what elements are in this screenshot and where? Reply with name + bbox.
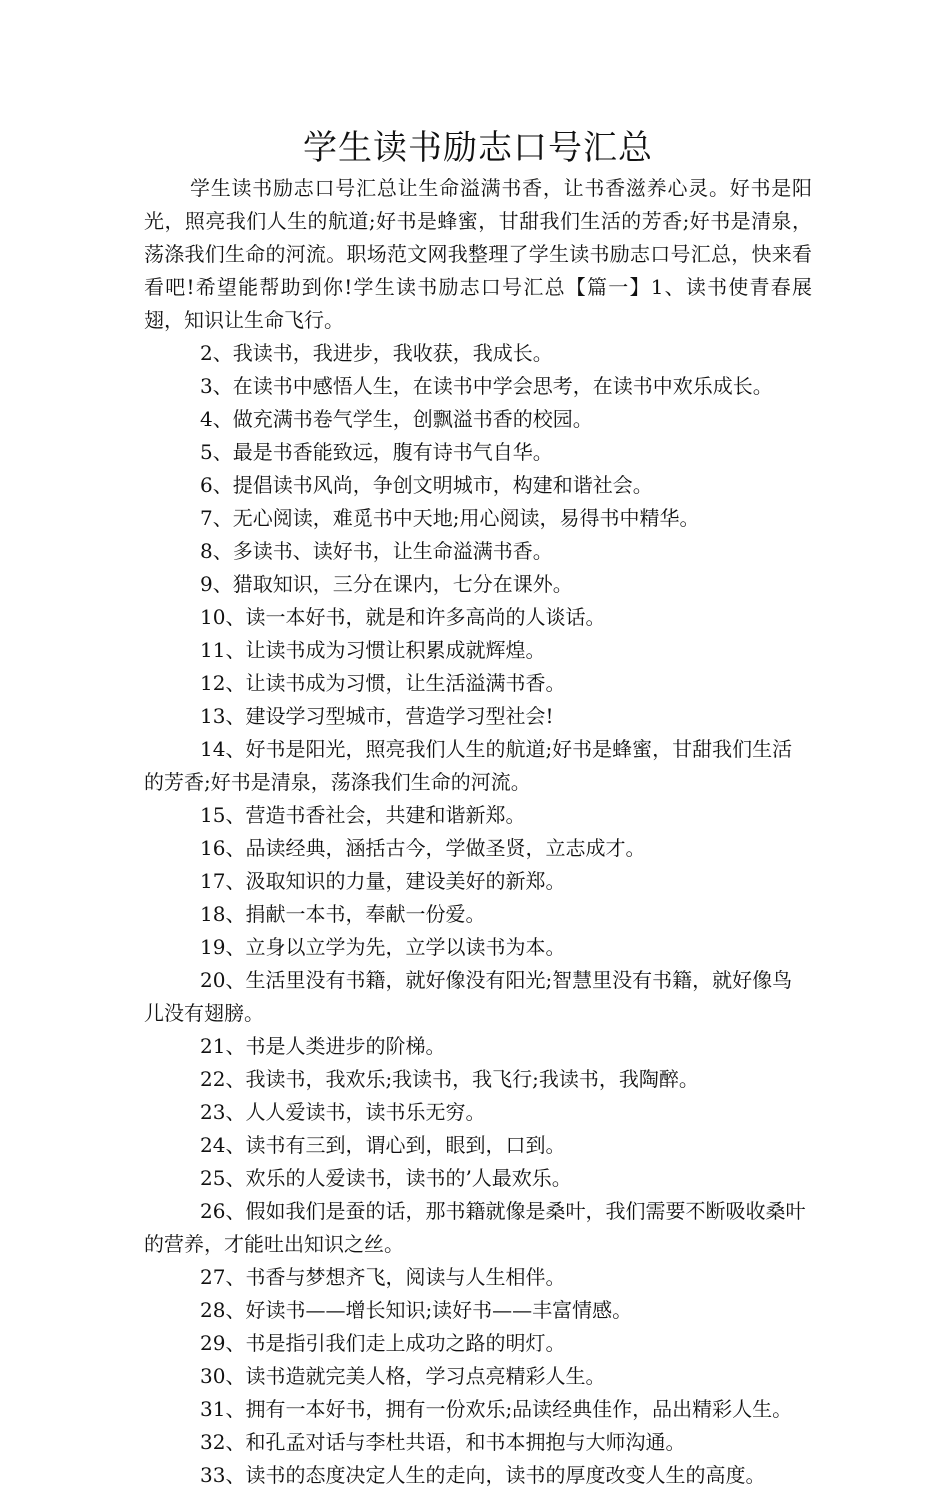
- slogan-item: 9、猎取知识，三分在课内，七分在课外。: [200, 572, 573, 596]
- slogan-item: 8、多读书、读好书，让生命溢满书香。: [200, 539, 553, 563]
- slogan-item: 12、让读书成为习惯，让生活溢满书香。: [200, 671, 566, 695]
- slogan-item: 3、在读书中感悟人生，在读书中学会思考，在读书中欢乐成长。: [200, 374, 773, 398]
- slogan-item: 13、建设学习型城市，营造学习型社会!: [200, 704, 554, 728]
- slogan-item: 22、我读书，我欢乐;我读书，我飞行;我读书，我陶醉。: [200, 1067, 699, 1091]
- slogan-item: 29、书是指引我们走上成功之路的明灯。: [200, 1331, 566, 1355]
- slogan-item: 15、营造书香社会，共建和谐新郑。: [200, 803, 526, 827]
- slogan-item: 5、最是书香能致远，腹有诗书气自华。: [200, 440, 553, 464]
- slogan-item: 16、品读经典，涵括古今，学做圣贤，立志成才。: [200, 836, 646, 860]
- slogan-item: 20、生活里没有书籍，就好像没有阳光;智慧里没有书籍，就好像鸟儿没有翅膀。: [144, 968, 793, 1025]
- slogan-item: 25、欢乐的人爱读书，读书的’人最欢乐。: [200, 1166, 572, 1190]
- slogan-item: 30、读书造就完美人格，学习点亮精彩人生。: [200, 1364, 606, 1388]
- slogan-item: 19、立身以立学为先，立学以读书为本。: [200, 935, 566, 959]
- slogan-item: 7、无心阅读，难觅书中天地;用心阅读，易得书中精华。: [200, 506, 700, 530]
- slogan-item: 14、好书是阳光，照亮我们人生的航道;好书是蜂蜜，甘甜我们生活的芳香;好书是清泉，荡涤我们生命的河流。: [144, 737, 793, 794]
- document-page: [144, 126, 812, 1492]
- document-title: 学生读书励志口号汇总: [303, 128, 653, 168]
- slogan-item: 27、书香与梦想齐飞，阅读与人生相伴。: [200, 1265, 566, 1289]
- slogan-item: 17、汲取知识的力量，建设美好的新郑。: [200, 869, 566, 893]
- slogan-item: 18、捐献一本书，奉献一份爱。: [200, 902, 486, 926]
- slogan-item: 32、和孔孟对话与李杜共语，和书本拥抱与大师沟通。: [200, 1430, 686, 1454]
- slogan-item: 33、读书的态度决定人生的走向，读书的厚度改变人生的高度。: [200, 1463, 766, 1487]
- slogan-item: 21、书是人类进步的阶梯。: [200, 1034, 446, 1058]
- slogan-item: 26、假如我们是蚕的话，那书籍就像是桑叶，我们需要不断吸收桑叶的营养，才能吐出知识之丝。: [144, 1199, 806, 1256]
- slogan-item: 24、读书有三到，谓心到，眼到，口到。: [200, 1133, 566, 1157]
- slogan-item: 6、提倡读书风尚，争创文明城市，构建和谐社会。: [200, 473, 653, 497]
- intro-paragraph: 学生读书励志口号汇总让生命溢满书香，让书香滋养心灵。好书是阳光，照亮我们人生的航道;好书是蜂蜜，甘甜我们生活的芳香;好书是清泉，荡涤我们生命的河流。职场范文网我整理了学生读书励志口号汇总，快来看看吧!希望能帮助到你!学生读书励志口号汇总【篇一】1、读书使青春展翅，知识让生命飞行。: [144, 176, 812, 332]
- slogan-item: 28、好读书——增长知识;读好书——丰富情感。: [200, 1298, 633, 1322]
- slogan-item: 31、拥有一本好书，拥有一份欢乐;品读经典佳作，品出精彩人生。: [200, 1397, 793, 1421]
- slogan-list: [144, 337, 812, 1492]
- slogan-item: 11、让读书成为习惯让积累成就辉煌。: [200, 638, 546, 662]
- slogan-item: 10、读一本好书，就是和许多高尚的人谈话。: [200, 605, 606, 629]
- slogan-item: 2、我读书，我进步，我收获，我成长。: [200, 341, 553, 365]
- slogan-item: 23、人人爱读书，读书乐无穷。: [200, 1100, 486, 1124]
- slogan-item: 4、做充满书卷气学生，创飘溢书香的校园。: [200, 407, 593, 431]
